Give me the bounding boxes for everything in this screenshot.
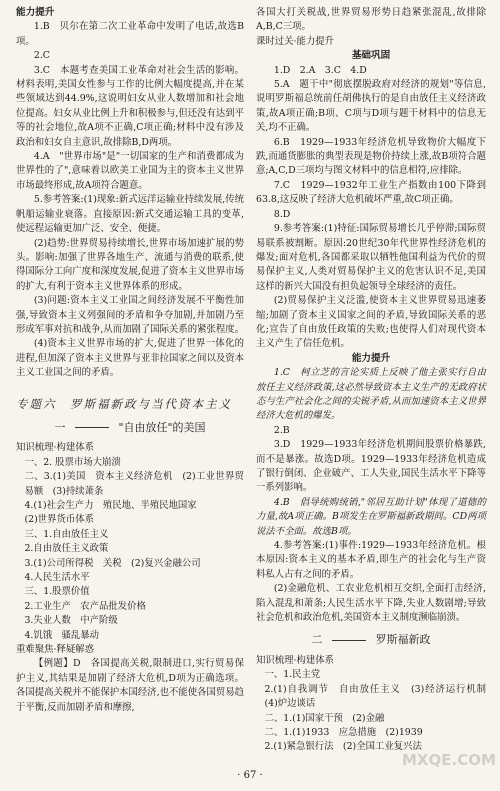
page-number: · 67 · xyxy=(237,770,263,781)
example-answer: 【例题】D 各国提高关税,限制进口,实行贸易保护主义,其结果是加剧了经济大危机,D项为正确选项。各国提高关税并不能保护本国经济,也不能使各国贸易趋于平衡,反而加剧矛盾和摩擦, xyxy=(16,658,244,713)
knowledge-line: 4.(1)社会生产力 殖民地、半殖民地国家 xyxy=(24,500,197,511)
knowledge-line: 3.失业人数 中产阶级 xyxy=(24,615,118,627)
answer-3: 3.C 本题考查美国工业革命对社会生活的影响。材料表明,美国女性参与工作的比例大幅度提高,并在某些领域达到44.9%,这说明妇女从业人数增加和社会地位提高。妇女从业比例上升和积极参与,但还没有达到平等的社会地位,故A项不正确,C项正确;材料中没有涉及政治和妇女自主意识,故排除B,D两项。 xyxy=(16,64,244,148)
answer-2: 2.C xyxy=(33,50,50,62)
ability-answer-1: 1.C 柯立芝的言论实质上反映了他主张实行自由放任主义经济政策,这必然导致资本主义生产的无政府状态与生产社会化之间的尖锐矛盾,从而加速资本主义世界经济大危机的爆发。 xyxy=(256,367,486,422)
heading-ability: 能力提升 xyxy=(16,7,55,18)
heading-basic: 基础巩固 xyxy=(351,50,391,62)
answer-4: 4.A "世界市场"是"一切国家的生产和消费都成为世界性的了",意味着以欧美工业国为主的资本主义世界市场最终形成,故A项符合题意。 xyxy=(16,151,244,191)
knowledge-line: 2.自由放任主义政策 xyxy=(24,543,109,555)
answer-9-part1: 9.参考答案:(1)特征:国际贸易增长几乎停滞;国际贸易联系被割断。原因:20世纪30年代世界性经济危机的爆发;面对危机,各国都采取以牺牲他国利益为代价的贸易保护主义,人类对贸易保护主义的危害认识不足,美国这样的新兴大国没有担负起领导全球经济的责任。 xyxy=(256,223,486,292)
knowledge-line: 三、1.股票价值 xyxy=(24,586,90,598)
ability-answer-5-part1: 4.参考答案:(1)事件:1929—1933年经济危机。根本原因:资本主义的基本矛盾,即生产的社会化与生产资料私人占有之间的矛盾。 xyxy=(256,540,486,580)
knowledge-line: (2)世界货币体系 xyxy=(24,514,94,526)
knowledge-heading-2: 知识梳理·构建体系 xyxy=(256,654,334,666)
answer-8: 8.D xyxy=(273,208,291,220)
topic-title: 专题六 罗斯福新政与当代资本主义 xyxy=(16,396,232,411)
answer-1: 1.B 贝尔在第二次工业革命中发明了电话,故选B项。 xyxy=(16,21,244,47)
answer-5-part3: (3)问题:资本主义工业国之间经济发展不平衡性加强,导致资本主义列强间的矛盾和争夺加剧,并加剧乃至形成军事对抗和战争,从而加剧了国际关系的紧张程度。 xyxy=(16,295,244,335)
answer-5-part4: (4)资本主义世界市场的扩大,促进了世界一体化的进程,但加深了资本主义世界与亚非拉国家之间以及资本主义工业国之间的矛盾。 xyxy=(16,338,244,379)
answer-5-part2: (2)趋势:世界贸易持续增长,世界市场加速扩展的势头。影响:加强了世界各地生产、流通与消费的联系,使得国际分工向广度和深度发展,促进了资本主义世界市场的扩大,有利于资本主义世界体系的形成。 xyxy=(16,237,244,292)
section-divider xyxy=(332,640,366,641)
knowledge-line: 3.(1)公司所得税 关税 (2)复兴金融公司 xyxy=(24,557,201,569)
knowledge-line: 4.人民生活水平 xyxy=(24,572,90,584)
ability-answer-5-part2: (2)金融危机、工农业危机相互交织,全面打击经济,陷入混乱和萧条;人民生活水平下降,失业人数剧增;导致社会危机和政治危机,美国资本主义制度濒临崩溃。 xyxy=(256,583,486,624)
section-one-header xyxy=(16,421,244,435)
answer-5: 5.A 题干中"彻底摆脱政府对经济的规划"等信息,说明罗斯福总统前任胡佛执行的是自由放任主义经济政策,故A项正确;B项、C项与D项与题干材料中的信息无关,均不正确。 xyxy=(256,79,486,134)
right-column xyxy=(256,6,496,755)
ability-answer-2: 2.B xyxy=(273,424,290,436)
answer-1-4: 1.D 2.A 3.C 4.D xyxy=(273,64,367,76)
knowledge-line: 二、1.(1)1933 应急措施 (2)1939 xyxy=(264,726,423,738)
section-divider xyxy=(75,427,109,428)
left-column xyxy=(16,6,244,715)
heading-ability-right: 能力提升 xyxy=(351,352,391,364)
heading-lesson-check: 课时过关·能力提升 xyxy=(256,35,334,47)
section-two-header xyxy=(256,633,486,647)
section-one-title: "自由放任"的美国 xyxy=(118,420,206,434)
answer-9-part2: (2)贸易保护主义泛滥,使资本主义世界贸易迅速萎缩;加剧了资本主义国家之间的矛盾,导致国际关系的恶化;宣告了自由放任政策的失败;也使得人们对现代资本主义产生了信任危机。 xyxy=(256,295,486,350)
section-two-number: 二 xyxy=(311,633,323,647)
knowledge-line: 一、1.民主党 xyxy=(264,669,321,681)
knowledge-line: 2.(1)自我调节 自由放任主义 (3)经济运行机制 (4)炉边谈话 xyxy=(264,683,496,710)
ability-answer-3: 3.D 1929—1933年经济危机期间股票价格暴跌,而不是暴涨。故选D项。1929—1933年经济危机造成了银行倒闭、企业破产、工人失业,国民生活水平下降等一系列影响。 xyxy=(256,439,486,494)
answer-5-part1: 5.参考答案:(1)现象:新式远洋运输业持续发展,传统帆船运输业衰落。直接原因:新式交通运输工具的变革,使远程运输更加广泛、安全、便捷。 xyxy=(16,194,244,235)
ability-answer-4: 4.B 倡导统购统销,"邻居互助计划"体现了道德的力量,故A项正确。B项发生在罗斯福新政期间。CD两项说法不全面。故选B项。 xyxy=(256,496,486,537)
section-one-number: 一 xyxy=(54,420,66,434)
section-two-title: 罗斯福新政 xyxy=(375,633,431,647)
knowledge-line: 2.(1)紧急银行法 (2)全国工业复兴法 xyxy=(264,741,422,753)
knowledge-line: 一、2. 股票市场大崩溃 xyxy=(24,456,121,468)
knowledge-line: 二、3.(1)美国 资本主义经济危机 (2)工业世界贸易额 (3)持续萧条 xyxy=(24,471,244,497)
knowledge-line: 2.工业生产 农产品批发价格 xyxy=(24,600,146,612)
continued-text: 各国大打关税战,世界贸易形势日趋紧张混乱,故排除A,B,C三项。 xyxy=(256,7,486,33)
knowledge-line: 三、1.自由放任主义 xyxy=(24,528,109,540)
knowledge-line: 二、1.(1)国家干预 (2)金融 xyxy=(264,712,385,724)
watermark-logo: MXQE.COM xyxy=(402,751,496,769)
knowledge-line: 4.饥饿 骚乱暴动 xyxy=(24,629,100,641)
knowledge-heading: 知识梳理·构建体系 xyxy=(16,442,94,454)
focus-heading: 重难聚焦·释疑解惑 xyxy=(16,644,94,656)
answer-7: 7.C 1929—1932年工业生产指数由100下降到63.8,这反映了经济大危机破坏严重,故C项正确。 xyxy=(256,179,486,206)
answer-6: 6.B 1929—1933年经济危机导致物价大幅度下跌,而通货膨胀的典型表现是物价持续上涨,故B项符合题意;A,C,D三项均与图文材料中的信息相符,应排除。 xyxy=(256,136,486,177)
